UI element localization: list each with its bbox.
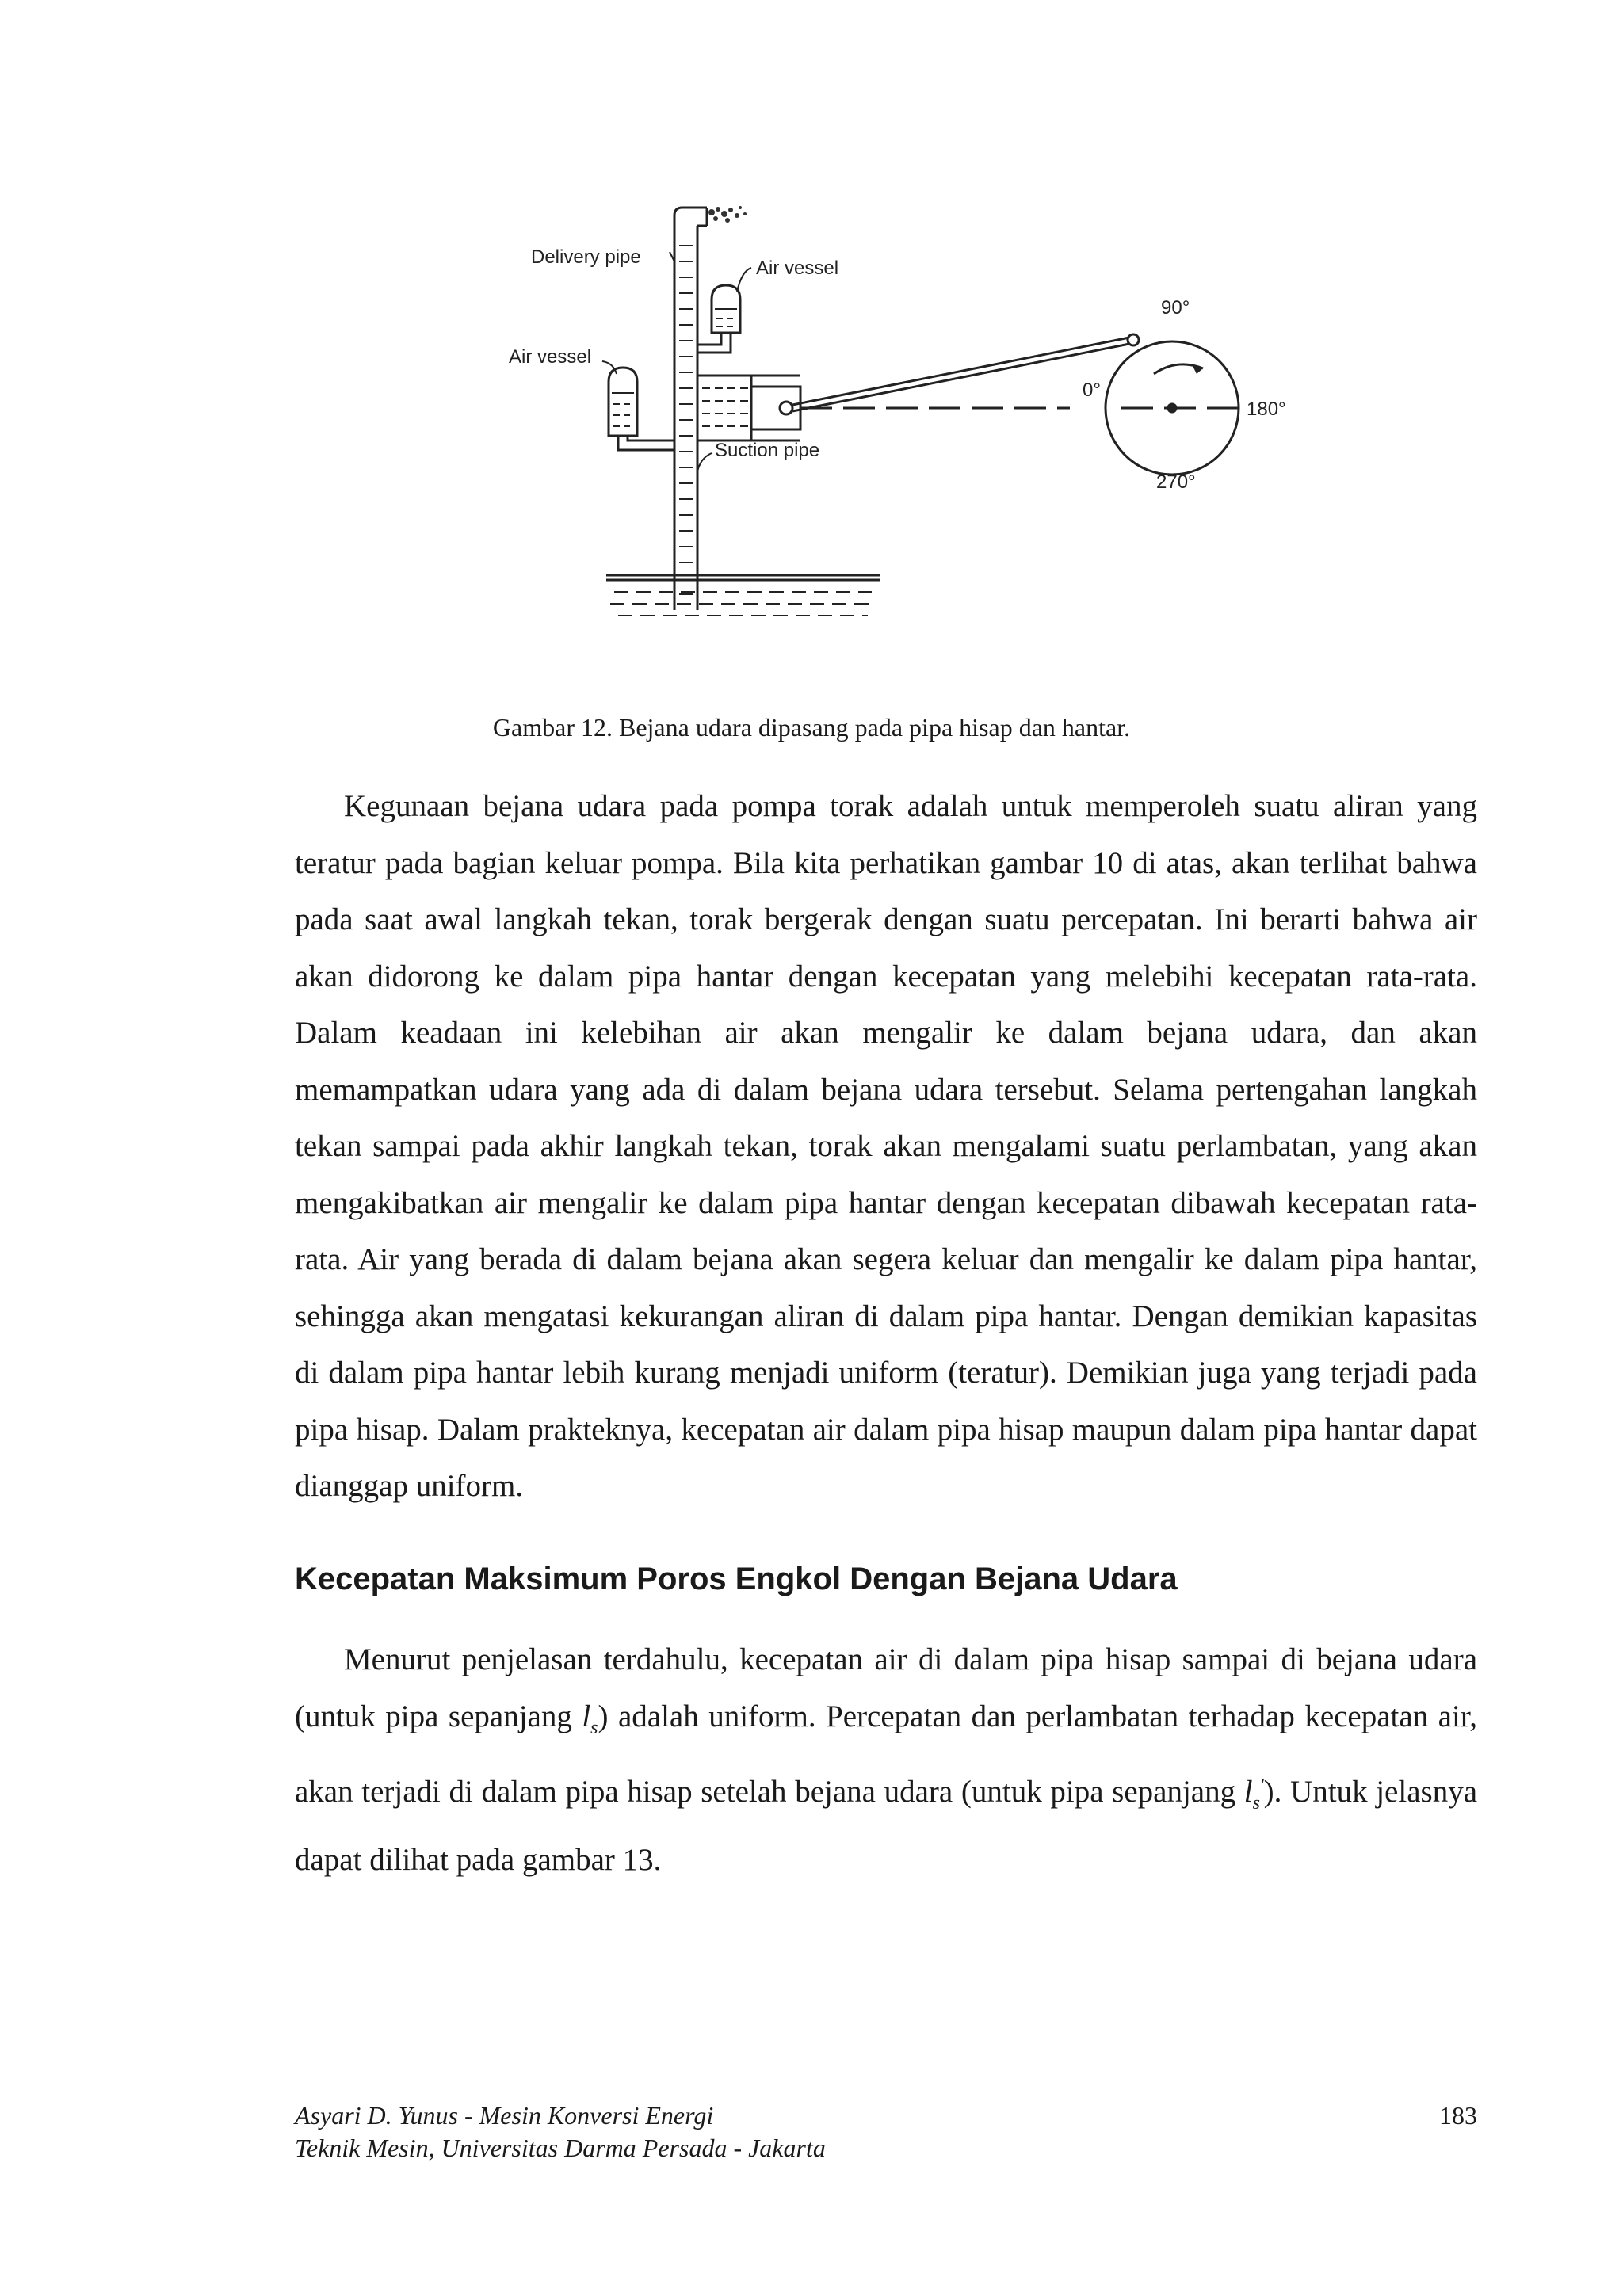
outflow-splash	[708, 206, 747, 223]
paragraph-2-part-3: ). Untuk jelasnya dapat dilihat pada gambar 13.	[295, 1774, 1477, 1878]
footer-author-line: Asyari D. Yunus - Mesin Konversi Energi	[295, 2101, 714, 2130]
label-air-vessel-top: Air vessel	[756, 257, 839, 279]
label-deg-180: 180°	[1247, 399, 1286, 420]
connecting-rod	[780, 337, 1244, 414]
paragraph-2-part-1: Menurut penjelasan terdahulu, kecepatan air di dalam pipa hisap sampai di bejana udara (untuk pipa sepanjang	[295, 1642, 1477, 1733]
paragraph-1: Kegunaan bejana udara pada pompa torak adalah untuk memperoleh suatu aliran yang teratur pada bagian keluar pompa. Bila kita perhatikan gambar 10 di atas, akan terlihat bahwa pada saat awal langkah tekan, torak bergerak dengan suatu percepatan. Ini berarti bahwa air akan didorong ke dalam pipa hantar dengan kecepatan yang melebihi kecepatan rata-rata. Dalam keadaan ini kelebihan air akan mengalir ke dalam bejana udara, dan akan memampatkan udara yang ada di dalam bejana udara tersebut. Selama pertengahan langkah tekan sampai pada akhir langkah tekan, torak akan mengalami suatu perlambatan, yang akan mengakibatkan air mengalir ke dalam pipa hantar dengan kecepatan dibawah kecepatan rata-rata. Air yang berada di dalam bejana akan segera keluar dan mengalir ke dalam pipa hantar, sehingga akan mengatasi kekurangan aliran di dalam pipa hantar. Dengan demikian kapasitas di dalam pipa hantar lebih kurang menjadi uniform (teratur). Demikian juga yang terjadi pada pipa hisap. Dalam prakteknya, kecepatan air dalam pipa hisap maupun dalam pipa hantar dapat dianggap uniform.	[295, 789, 1477, 1503]
symbol-ls-prime-subscript: s	[1252, 1792, 1260, 1814]
page-number: 183	[1439, 2101, 1477, 2130]
section-heading: Kecepatan Maksimum Poros Engkol Dengan Bejana Udara	[295, 1562, 1178, 1596]
label-delivery-pipe: Delivery pipe	[531, 246, 641, 268]
air-vessel-suction	[609, 368, 674, 450]
paragraph-2-part-2: ) adalah uniform. Percepatan dan perlambatan terhadap kecepatan air, akan terjadi di dalam pipa hisap setelah bejana udara (untuk pipa sepanjang	[295, 1699, 1477, 1809]
figure-caption: Gambar 12. Bejana udara dipasang pada pipa hisap dan hantar.	[492, 713, 1131, 742]
crank-circle	[1106, 334, 1239, 475]
label-suction-pipe: Suction pipe	[715, 440, 820, 461]
label-deg-90: 90°	[1161, 297, 1190, 318]
page-footer	[295, 2100, 1477, 2164]
air-vessel-delivery	[697, 285, 740, 353]
pump-diagram	[499, 198, 1323, 626]
symbol-ls-prime-base: l	[1243, 1774, 1253, 1809]
label-deg-270: 270°	[1156, 471, 1196, 493]
label-air-vessel-left: Air vessel	[509, 346, 592, 368]
symbol-ls	[582, 1699, 598, 1738]
pump-air-vessel-figure	[499, 198, 1323, 626]
symbol-ls-subscript: s	[590, 1717, 598, 1738]
paragraph-2	[295, 1631, 1477, 1889]
reservoir	[606, 575, 880, 616]
symbol-prime: '	[1259, 1774, 1264, 1794]
label-deg-0: 0°	[1083, 379, 1101, 401]
vertical-pipe	[674, 208, 707, 610]
footer-institution-line: Teknik Mesin, Universitas Darma Persada - Jakarta	[295, 2134, 826, 2162]
symbol-ls-prime	[1243, 1774, 1264, 1814]
symbol-ls-base: l	[582, 1699, 591, 1733]
